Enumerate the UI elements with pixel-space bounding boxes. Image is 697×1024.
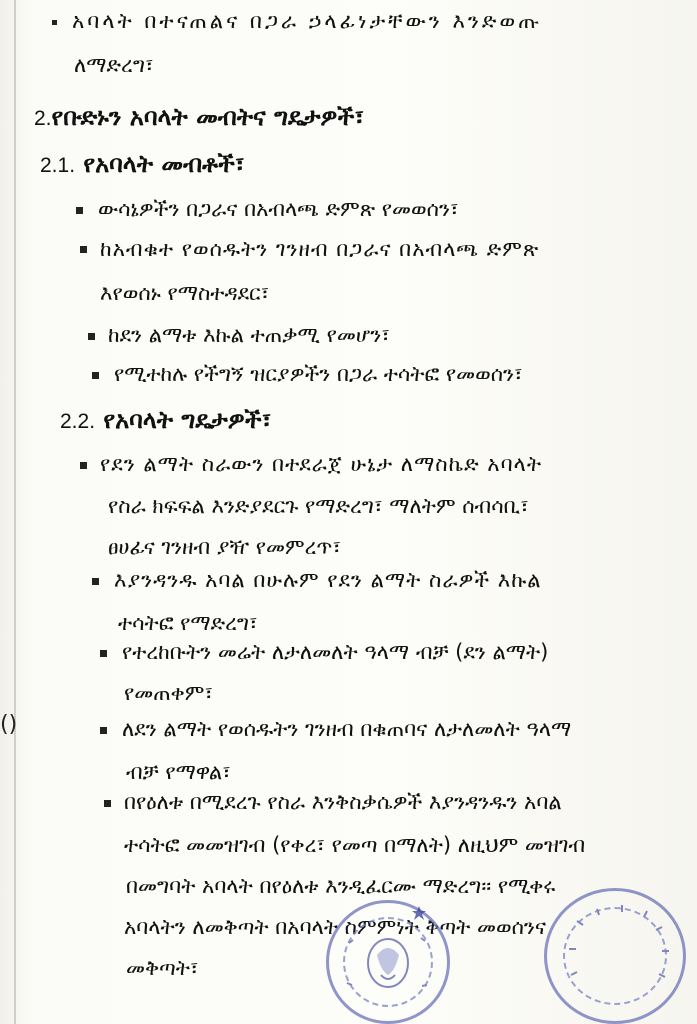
bullet [88,333,95,340]
margin-punch-mark: () [0,712,18,737]
list-item: ውሳኔዎችን በጋራና በአብላጫ ድምጽ የመወሰን፣ [98,197,459,221]
bullet [76,207,83,214]
text-line: ለማድረግ፣ [74,53,154,77]
list-item: በየዕለቱ በሚደረጉ የስራ እንቅስቃሴዎች እያንዳንዱን አባል [124,790,562,814]
list-item-continued: ብቻ የማዋል፣ [126,760,231,784]
bullet [100,727,107,734]
list-item: ከአብቁተ የወሰዱትን ገንዘብ በጋራና በአብላጫ ድምጽ [100,237,540,261]
list-item-continued: የመጠቀም፣ [124,681,213,705]
subsection-title: የአባላት ግዴታዎች፣ [103,406,272,434]
bullet [80,246,87,253]
list-item-continued: ተሳትፎ መመዝገብ (የቀረ፣ የመጣ በማለት) ለዚህም መዝገብ [124,833,586,857]
page-edge-shadow [14,0,16,1024]
list-item-continued: በመግባት አባላት በየዕለቱ እንዲፈርሙ ማድረግ፡፡ የሚቀሩ [126,874,556,898]
bullet [92,372,99,379]
bullet [52,20,57,25]
stamp-emblem-icon [329,903,447,1021]
list-item-continued: ፀሀፊና ገንዘብ ያዥ የመምረጥ፣ [108,535,342,559]
bullet [80,462,87,469]
subsection-number: 2.2. [60,410,96,433]
list-item-continued: እየወሰኑ የማስተዳደር፣ [100,281,270,305]
list-item: የደን ልማት ስራውን በተደራጀ ሁኔታ ለማስኬድ አባላት [100,452,542,476]
list-item-continued: አባላትን ለመቅጣት በአባላት ስምምነት ቅጣት መወሰንና [124,915,547,939]
section-title: የቡድኑን አባላት መብትና ግዴታዎች፣ [51,103,365,131]
official-stamp-seal [544,888,686,1024]
bullet [104,800,111,807]
subsection-heading [40,150,245,180]
official-stamp-seal [326,900,450,1024]
subsection-title: የአባላት መብቶች፣ [83,150,245,178]
subsection-number: 2.1. [40,154,76,177]
star-icon [412,906,426,920]
list-item-continued: የስራ ክፍፍል እንድያደርጉ የማድረግ፣ ማለትም ሰብሳቢ፣ [108,494,529,518]
list-item: ለደን ልማት የወሰዱትን ገንዘብ በቁጠባና ለታለመለት ዓላማ [122,717,572,741]
section-number: 2. [34,107,52,130]
list-item: የሚተከሉ የችግኝ ዝርያዎችን በጋራ ተሳትፎ የመወሰን፣ [114,362,523,386]
bullet [100,650,107,657]
text-line: አባላት በተናጠልና በጋራ ኃላፊነታቸውን እንድወጡ [72,9,543,33]
bullet [92,578,99,585]
list-item: ከደን ልማቱ እኩል ተጠቃሚ የመሆን፣ [108,323,390,347]
list-item-continued: ተሳትፎ የማድረግ፣ [118,611,258,635]
list-item: የተረከቡትን መሬት ለታለመለት ዓላማ ብቻ (ደን ልማት) [122,640,549,664]
subsection-heading [60,406,272,436]
stamp-border-icon [547,891,683,1021]
list-item-continued: መቅጣት፣ [126,956,199,980]
section-heading [34,103,364,133]
list-item: እያንዳንዱ አባል በሁሉም የደን ልማት ስራዎች እኩል [114,568,542,592]
